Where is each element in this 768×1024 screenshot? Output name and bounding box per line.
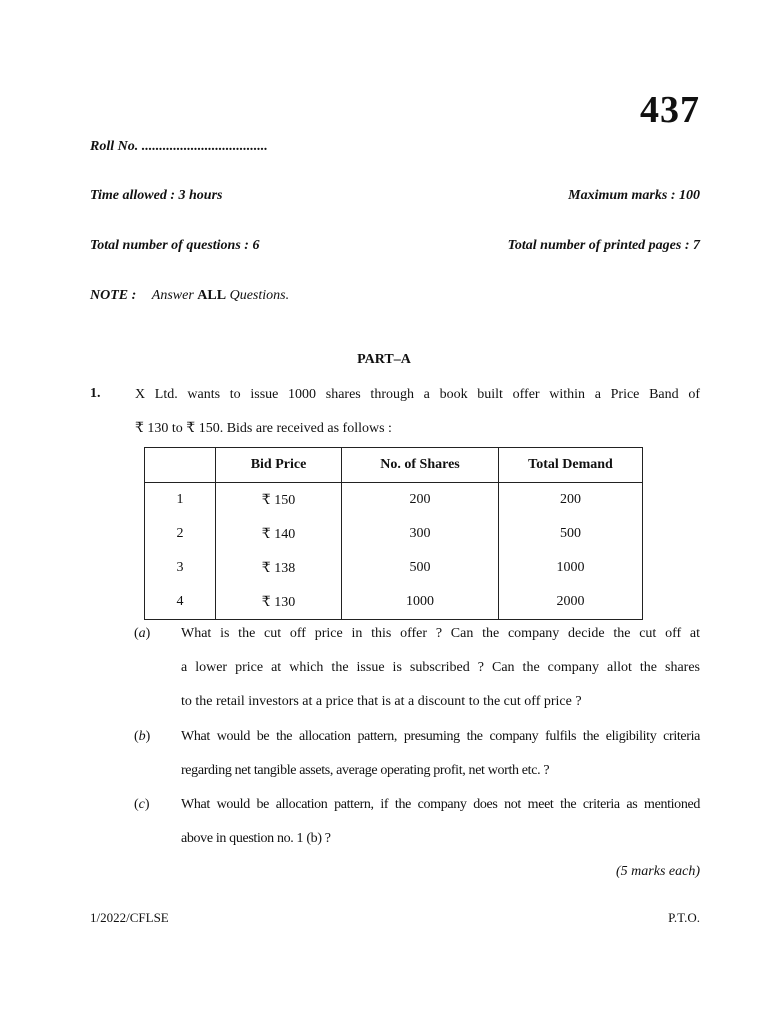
table-cell: 500: [342, 551, 499, 585]
question-number: 1.: [90, 386, 101, 401]
subquestion-c-label: (c): [134, 797, 150, 812]
table-cell: 3: [145, 551, 216, 585]
table-header: Bid Price: [216, 448, 342, 483]
subquestion-line: to the retail investors at a price that is at a discount to the cut off price ?: [181, 694, 582, 709]
pto-label: P.T.O.: [668, 910, 700, 925]
table-cell: 4: [145, 585, 216, 620]
total-questions: Total number of questions : 6: [90, 238, 260, 253]
table-cell: 200: [342, 483, 499, 518]
note-label: NOTE :: [90, 288, 137, 303]
subquestion-line: What is the cut off price in this offer ? Can the company decide the cut off at: [181, 626, 700, 641]
exam-info-row-2: [90, 238, 700, 254]
paper-code: 437: [640, 89, 700, 131]
table-cell: 2000: [499, 585, 643, 620]
paper-code-footer: 1/2022/CFLSE: [90, 910, 169, 925]
table-row: [145, 585, 643, 620]
table-cell: 2: [145, 517, 216, 551]
subquestion-line: a lower price at which the issue is subscribed ? Can the company allot the shares: [181, 660, 700, 675]
table-cell: 300: [342, 517, 499, 551]
table-cell: 1: [145, 483, 216, 518]
table-cell: ₹ 138: [216, 551, 342, 585]
table-cell: 500: [499, 517, 643, 551]
table-cell: ₹ 150: [216, 483, 342, 518]
bids-table: [144, 447, 643, 620]
time-allowed: Time allowed : 3 hours: [90, 188, 223, 203]
subquestion-line: What would be allocation pattern, if the company does not meet the criteria as mentioned: [181, 797, 700, 812]
roll-number-line: Roll No. ....................................: [90, 139, 268, 154]
note-text: Answer ALL Questions.: [151, 288, 290, 303]
subquestion-line: above in question no. 1 (b) ?: [181, 831, 331, 846]
subquestion-a-label: (a): [134, 626, 151, 641]
marks-allocation: (5 marks each): [616, 864, 700, 879]
table-header: [145, 448, 216, 483]
subquestion-line: regarding net tangible assets, average operating profit, net worth etc. ?: [181, 763, 550, 778]
subquestion-line: What would be the allocation pattern, presuming the company fulfils the eligibility criteria: [181, 729, 700, 744]
table-header: No. of Shares: [342, 448, 499, 483]
subquestion-b-label: (b): [134, 729, 151, 744]
instructions-note: [90, 288, 289, 304]
table-header-row: [145, 448, 643, 483]
question-text-line-2: ₹ 130 to ₹ 150. Bids are received as follows :: [135, 421, 392, 436]
table-cell: 200: [499, 483, 643, 518]
table-cell: 1000: [342, 585, 499, 620]
maximum-marks: Maximum marks : 100: [568, 188, 700, 203]
part-title: PART–A: [357, 352, 411, 367]
table-row: [145, 483, 643, 518]
table-row: [145, 517, 643, 551]
subquestion-b-text: [181, 720, 700, 788]
table-cell: ₹ 140: [216, 517, 342, 551]
table-header: Total Demand: [499, 448, 643, 483]
question-text-line-1: X Ltd. wants to issue 1000 shares through a book built offer within a Price Band of: [135, 387, 700, 402]
table-row: [145, 551, 643, 585]
table-cell: ₹ 130: [216, 585, 342, 620]
subquestion-c-text: [181, 788, 700, 856]
table-cell: 1000: [499, 551, 643, 585]
subquestion-a-text: [181, 617, 700, 719]
exam-info-row-1: [90, 188, 700, 204]
printed-pages: Total number of printed pages : 7: [507, 238, 700, 253]
